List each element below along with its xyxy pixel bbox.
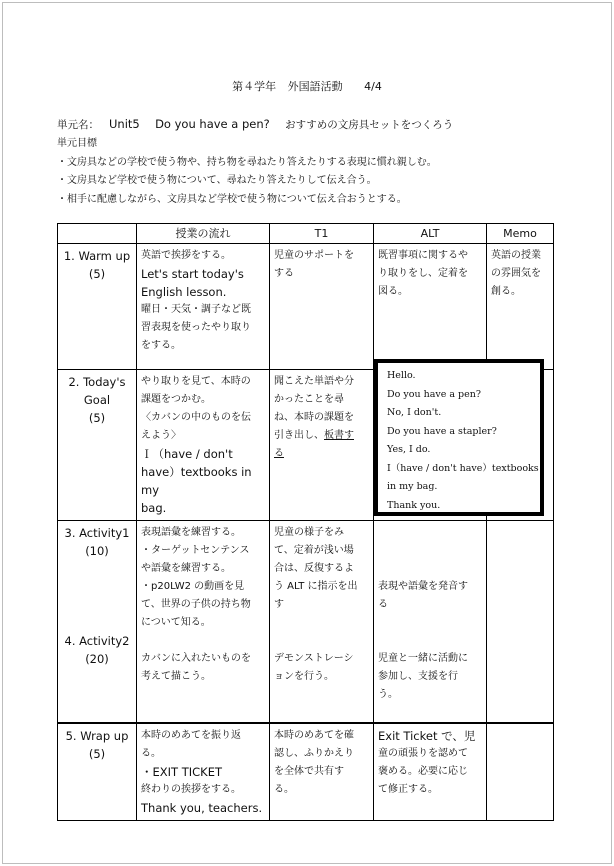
goals-title: 単元目標 [57,138,97,149]
unit-subtitle: おすすめの文房具セットをつくろう [285,119,454,131]
table-row [58,244,554,370]
unit-question: Do you have a pen? [155,117,270,131]
dialogue-line: Thank you. [387,499,441,511]
step-time: (5) [88,411,106,425]
step-name: 4. Activity2 [64,634,130,648]
alt-cell [374,244,487,370]
alt-line: 表現や語彙を発音す [378,581,468,592]
t1-line: ね、本時の課題を [274,412,354,423]
step-cell [58,370,137,521]
alt-line: 図る。 [378,286,408,297]
t1-line: 合は、反復するよ [274,563,354,574]
lesson-plan-table [57,223,554,821]
header-memo: Memo [487,224,554,244]
step-time: (5) [88,747,106,761]
alt-line: う。 [378,689,398,700]
flow-line: Let's start today's [141,267,244,281]
underlined-text: 板書す [324,430,354,441]
flow-line: 英語で挨拶をする。 [141,250,231,261]
flow-line: ・p20LW2 の動画を見 [141,581,245,592]
alt-cell [374,724,487,821]
flow-line: ・ターゲットセンテンス [141,545,250,556]
dialogue-line: No, I don't. [387,407,442,418]
unit-label: 単元名： [57,119,99,131]
step-name: Goal [83,393,111,407]
alt-line: る [378,599,388,610]
t1-text: 引き出し、 [274,430,324,441]
t1-line: する [274,268,294,279]
flow-line: 課題をつかむ。 [141,394,211,405]
flow-line: Ｉ（have / don't [141,447,233,461]
alt-line: 童の頑張りを認めて [378,748,468,759]
unit-goals [57,135,437,209]
flow-line: 表現語彙を練習する。 [141,527,241,538]
t1-line: かったことを尋 [274,394,344,405]
alt-line: て修正する。 [378,784,438,795]
step-time: (5) [88,267,106,281]
alt-line: り取りをし、定着を [378,268,468,279]
dialogue-line: in my bag. [387,481,438,492]
grade-label: 第４学年 [232,80,277,93]
goal-item: ・文房具など学校で使う物について、尋ねたり答えたりして伝え合う。 [57,175,377,186]
flow-cell [137,724,270,821]
flow-line: 本時のめあてを振り返 [141,730,241,741]
step-cell [58,521,137,723]
t1-line [274,427,369,445]
unit-title [57,117,453,132]
t1-cell [270,244,374,370]
flow-line: えよう〉 [141,430,181,441]
dialogue-line: Yes, I do. [387,444,431,455]
flow-line: やり取りを見て、本時の [141,376,251,387]
dialogue-line: I（have / don't have）textbooks [387,462,539,474]
dialogue-line: Hello. [387,370,416,381]
alt-line: Exit Ticket で、児 [378,729,476,743]
step-name: 2. Today's [68,375,126,389]
flow-line: て、世界の子供の持ち物 [141,599,251,610]
flow-line: カバンに入れたいものを [141,653,251,664]
underlined-text: る [274,448,284,459]
flow-line: bag. [141,501,167,515]
flow-line: 曜日・天気・調子など既 [141,304,251,315]
dialogue-line: Do you have a stapler? [387,425,497,437]
lesson-number: 4/4 [364,80,382,93]
step-name: 5. Wrap up [65,729,129,743]
t1-line: て、定着が浅い場 [274,545,354,556]
flow-line: Thank you, teachers. [141,801,263,815]
t1-line: る。 [274,784,294,795]
t1-line: ョンを行う。 [274,671,334,682]
step-name: 3. Activity1 [64,526,130,540]
flow-line: ・EXIT TICKET [141,765,222,779]
flow-cell [137,244,270,370]
goal-item: ・相手に配慮しながら、文房具など学校で使う物について伝え合おうとする。 [57,193,407,205]
alt-cell [374,521,487,723]
header-step [58,224,137,244]
flow-cell [137,370,270,521]
memo-line: の雰囲気を [491,268,541,279]
flow-line: 終わりの挨拶をする。 [141,784,241,795]
memo-line: 創る。 [491,286,521,297]
flow-line: English lesson. [141,285,227,299]
step-time: (20) [85,652,109,666]
memo-line: 英語の授業 [491,250,541,261]
t1-line: 児童の様子をみ [274,527,344,538]
header-t1: T1 [270,224,374,244]
flow-line: 考えて描こう。 [141,671,211,682]
alt-line: 既習事項に関するや [378,250,468,261]
unit-name: Unit5 [109,117,140,131]
table-row [58,724,554,821]
step-name: 1. Warm up [63,249,131,263]
flow-cell [137,521,270,723]
flow-line: 〈カバンの中のものを伝 [141,412,251,423]
header-alt: ALT [374,224,487,244]
flow-line: have）textbooks in my [141,465,252,497]
dialogue-box [374,359,544,516]
flow-line: や語彙を練習する。 [141,563,231,574]
goal-item: ・文房具などの学校で使う物や、持ち物を尋ねたり答えたりする表現に慣れ親しむ。 [57,156,437,168]
flow-line: 習表現を使ったやり取り [141,322,251,333]
table-header-row [58,224,554,244]
alt-line: 参加し、支援を行 [378,671,458,682]
step-cell [58,244,137,370]
t1-line: う ALT に指示を出 [274,581,358,592]
t1-line: 聞こえた単語や分 [274,376,354,387]
flow-line: について知る。 [141,617,211,628]
t1-cell [270,521,374,723]
t1-line: 本時のめあてを確 [274,730,354,741]
memo-cell [487,244,554,370]
t1-line: 認し、ふりかえり [274,748,354,759]
header-flow: 授業の流れ [137,224,270,244]
flow-line: をする。 [141,340,181,351]
dialogue-line: Do you have a pen? [387,388,481,400]
alt-line: 児童と一緒に活動に [378,653,468,664]
alt-line: 褒める。必要に応じ [378,766,468,777]
t1-line: す [274,599,284,610]
t1-line: デモンストレーシ [274,653,354,664]
t1-cell [270,370,374,521]
t1-line: 児童のサポートを [274,250,354,261]
step-time: (10) [85,544,109,558]
memo-cell [487,724,554,821]
t1-line: を全体で共有す [274,766,344,777]
flow-line: る。 [141,748,161,759]
table-row [58,521,554,723]
step-cell [58,724,137,821]
subject-label: 外国語活動 [287,80,343,93]
t1-cell [270,724,374,821]
page-header [0,78,614,94]
memo-cell [487,521,554,723]
